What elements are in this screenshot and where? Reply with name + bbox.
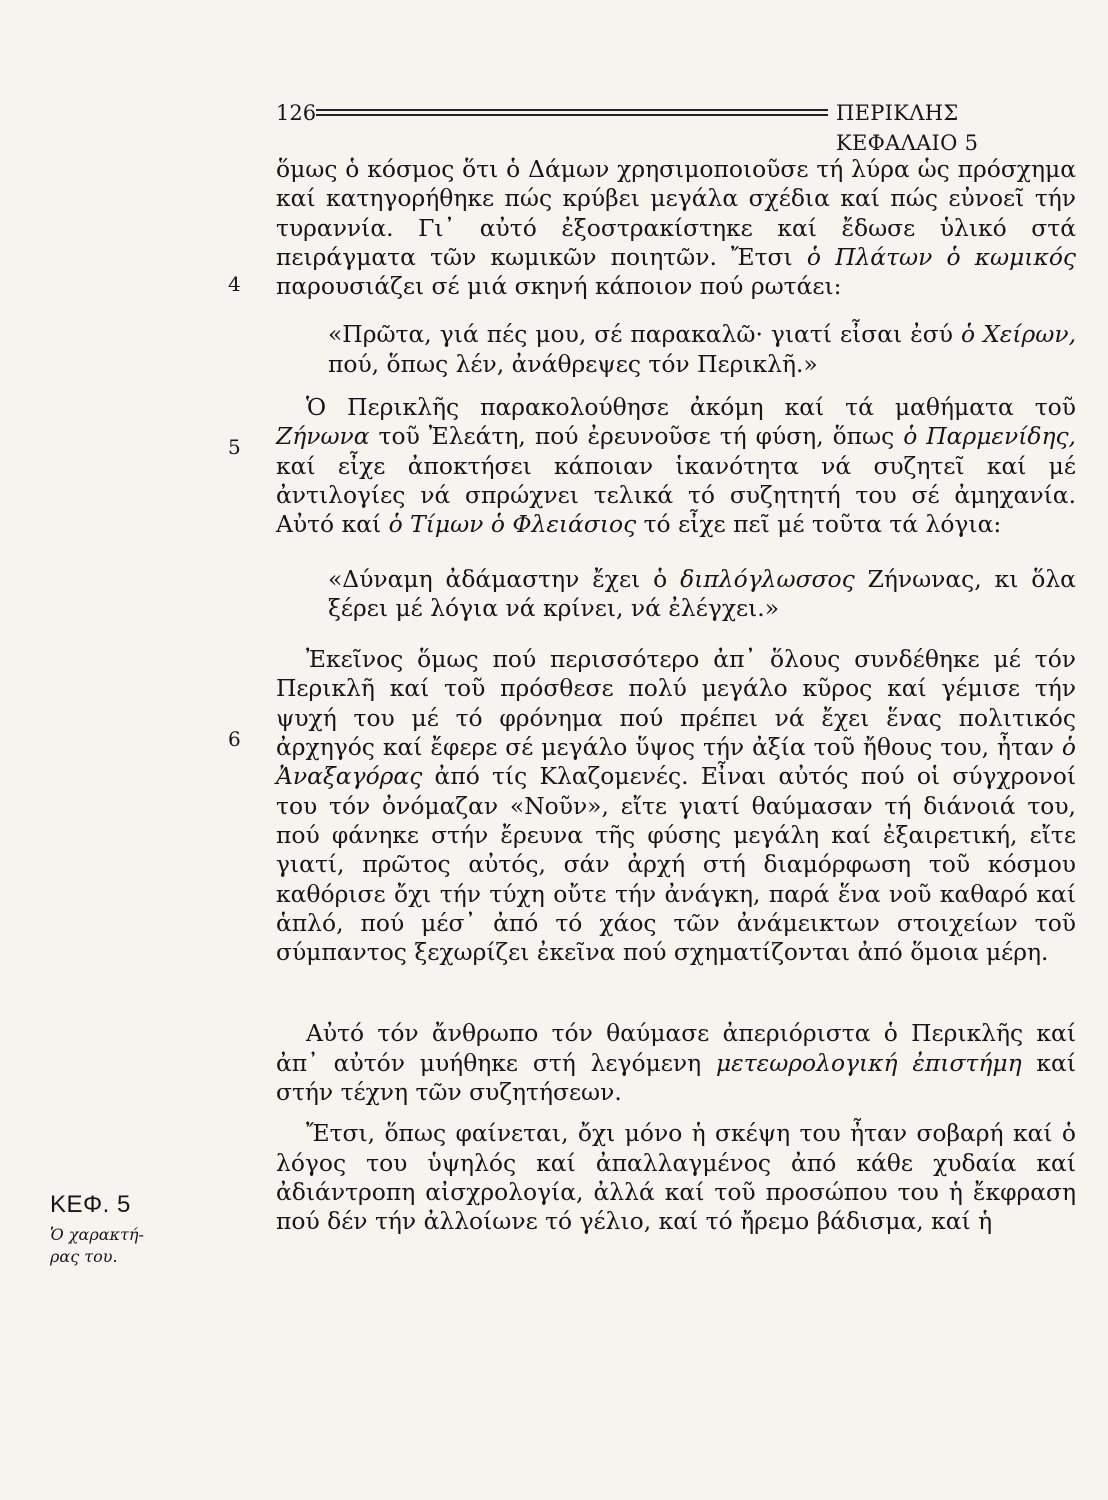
quote-1 <box>328 320 1076 379</box>
margin-subtitle-line: ρας του. <box>50 1247 118 1266</box>
text-run: Αὐτό τόν ἄνθρωπο τόν θαύμασε ἀπεριόριστα ὁ Περικλῆς καί ἀπ᾽ αὐτόν μυήθηκε στή λεγόμενη <box>276 1019 1076 1077</box>
line-number-6: 6 <box>228 727 241 751</box>
running-title: ΠΕΡΙΚΛΗΣ ΚΕΦΑΛΑΙΟ 5 <box>836 101 979 155</box>
text-run: «Πρῶτα, γιά πές μου, σέ παρακαλῶ· γιατί εἶσαι ἐσύ <box>328 320 962 349</box>
paragraph-2 <box>276 393 1076 539</box>
page-header <box>276 98 1076 155</box>
text-run-italic: ὁ Ἀναξαγόρας <box>276 733 1076 791</box>
margin-note <box>50 1190 200 1268</box>
margin-subtitle-line: Ὁ χαρακτή- <box>50 1225 144 1244</box>
text-run: πού, ὅπως λέν, ἀνάθρεψες τόν Περικλῆ.» <box>328 349 818 378</box>
margin-subtitle <box>50 1224 200 1268</box>
paragraph-4 <box>276 1019 1076 1107</box>
text-run: τοῦ Ἐλεάτη, πού ἐρευνοῦσε τή φύση, ὅπως <box>369 422 904 451</box>
text-run: «Δύναμη ἀδάμαστην ἔχει ὁ <box>328 564 681 593</box>
paragraph-3 <box>276 645 1076 967</box>
margin-chapter-heading: ΚΕΦ. 5 <box>50 1191 131 1218</box>
line-number-5: 5 <box>228 435 241 459</box>
text-run: Ζήνωνας, κι ὅλα ξέρει μέ λόγια νά κρίνει, νά ἐλέγχει.» <box>328 564 1076 622</box>
text-run: Ἐκεῖνος ὅμως πού περισσότερο ἀπ᾽ ὅλους συνδέθηκε μέ τόν Περικλῆ καί τοῦ πρόσθεσε πολύ μεγάλο κῦρος καί γέμισε τήν ψυχή του μέ τό φρόνημα πού πρέπει νά ἔχει ἕνας πολιτικός ἀρχηγός καί ἔφερε σέ μεγάλο ὕψος τήν ἀξία τοῦ ἤθους του, ἦταν <box>276 645 1076 762</box>
text-run: καί στήν τέχνη τῶν συζητήσεων. <box>276 1048 1076 1107</box>
page-number: 126 <box>276 101 317 125</box>
text-run: καί εἶχε ἀποκτήσει κάποιαν ἱκανότητα νά συζητεῖ καί μέ ἀντιλογίες νά σπρώχνει τελικά τό συζητητή του σέ ἀμηχανία. Αὐτό καί <box>276 451 1076 539</box>
paragraph-5 <box>276 1119 1076 1236</box>
text-run: παρουσιάζει σέ μιά σκηνή κάποιον πού ρωτάει: <box>276 272 842 301</box>
text-run-italic: μετεωρολογική ἐπιστήμη <box>715 1048 1022 1077</box>
text-run-italic: ὁ Τίμων ὁ Φλειάσιος <box>388 510 637 539</box>
header-double-rule <box>316 109 828 116</box>
line-number-4: 4 <box>228 272 241 296</box>
text-run-italic: διπλόγλωσσος <box>680 564 855 593</box>
text-run: ὅμως ὁ κόσμος ὅτι ὁ Δάμων χρησιμοποιοῦσε τή λύρα ὡς πρόσχημα καί κατηγορήθηκε πώς κρύβει μεγάλα σχέδια καί πώς εὐνοεῖ τήν τυραννία. Γι᾽ αὐτό ἐξοστρακίστηκε καί ἔδωσε ὑλικό στά πειράγματα τῶν κωμικῶν ποιητῶν. Ἔτσι <box>276 155 1076 271</box>
text-run-italic: ὁ Παρμενίδης, <box>903 422 1076 451</box>
text-run-italic: Ζήνωνα <box>276 422 370 451</box>
text-run: Ὁ Περικλῆς παρακολούθησε ἀκόμη καί τά μαθήματα τοῦ <box>306 393 1076 422</box>
text-run-italic: ὁ Χείρων, <box>961 320 1076 349</box>
quote-2 <box>328 565 1076 624</box>
text-run: Ἔτσι, ὅπως φαίνεται, ὄχι μόνο ἡ σκέψη του ἦταν σοβαρή καί ὁ λόγος του ὑψηλός καί ἀπαλλαγμένος ἀπό κάθε χυδαία καί ἀδιάντροπη αἰσχρολογία, ἀλλά καί τοῦ προσώπου του ἡ ἔκφραση πού δέν τήν ἀλλοίωνε τό γέλιο, καί τό ἤρεμο βάδισμα, καί ἡ <box>276 1119 1076 1236</box>
paragraph-1 <box>276 155 1076 301</box>
main-text <box>276 155 1076 1237</box>
text-run: ἀπό τίς Κλαζομενές. Εἶναι αὐτός πού οἱ σύγχρονοί του τόν ὀνόμαζαν «Νοῦν», εἴτε γιατί θαύμασαν τή διάνοιά του, πού φάνηκε στήν ἔρευνα τῆς φύσης μεγάλη καί ἐξαιρετική, εἴτε γιατί, πρῶτος αὐτός, σάν ἀρχή στή διαμόρφωση τοῦ κόσμου καθόρισε ὄχι τήν τύχη οὔτε τήν ἀνάγκη, παρά ἕνα νοῦ καθαρό καί ἁπλό, πού μέσ᾽ ἀπό τό χάος τῶν ἀνάμεικτων στοιχείων τοῦ σύμπαντος ξεχωρίζει ἐκεῖνα πού σχηματίζονται ἀπό ὅμοια μέρη. <box>276 762 1076 967</box>
text-run: τό εἶχε πεῖ μέ τοῦτα τά λόγια: <box>636 510 1002 539</box>
text-run-italic: ὁ Πλάτων ὁ κωμικός <box>806 242 1077 271</box>
